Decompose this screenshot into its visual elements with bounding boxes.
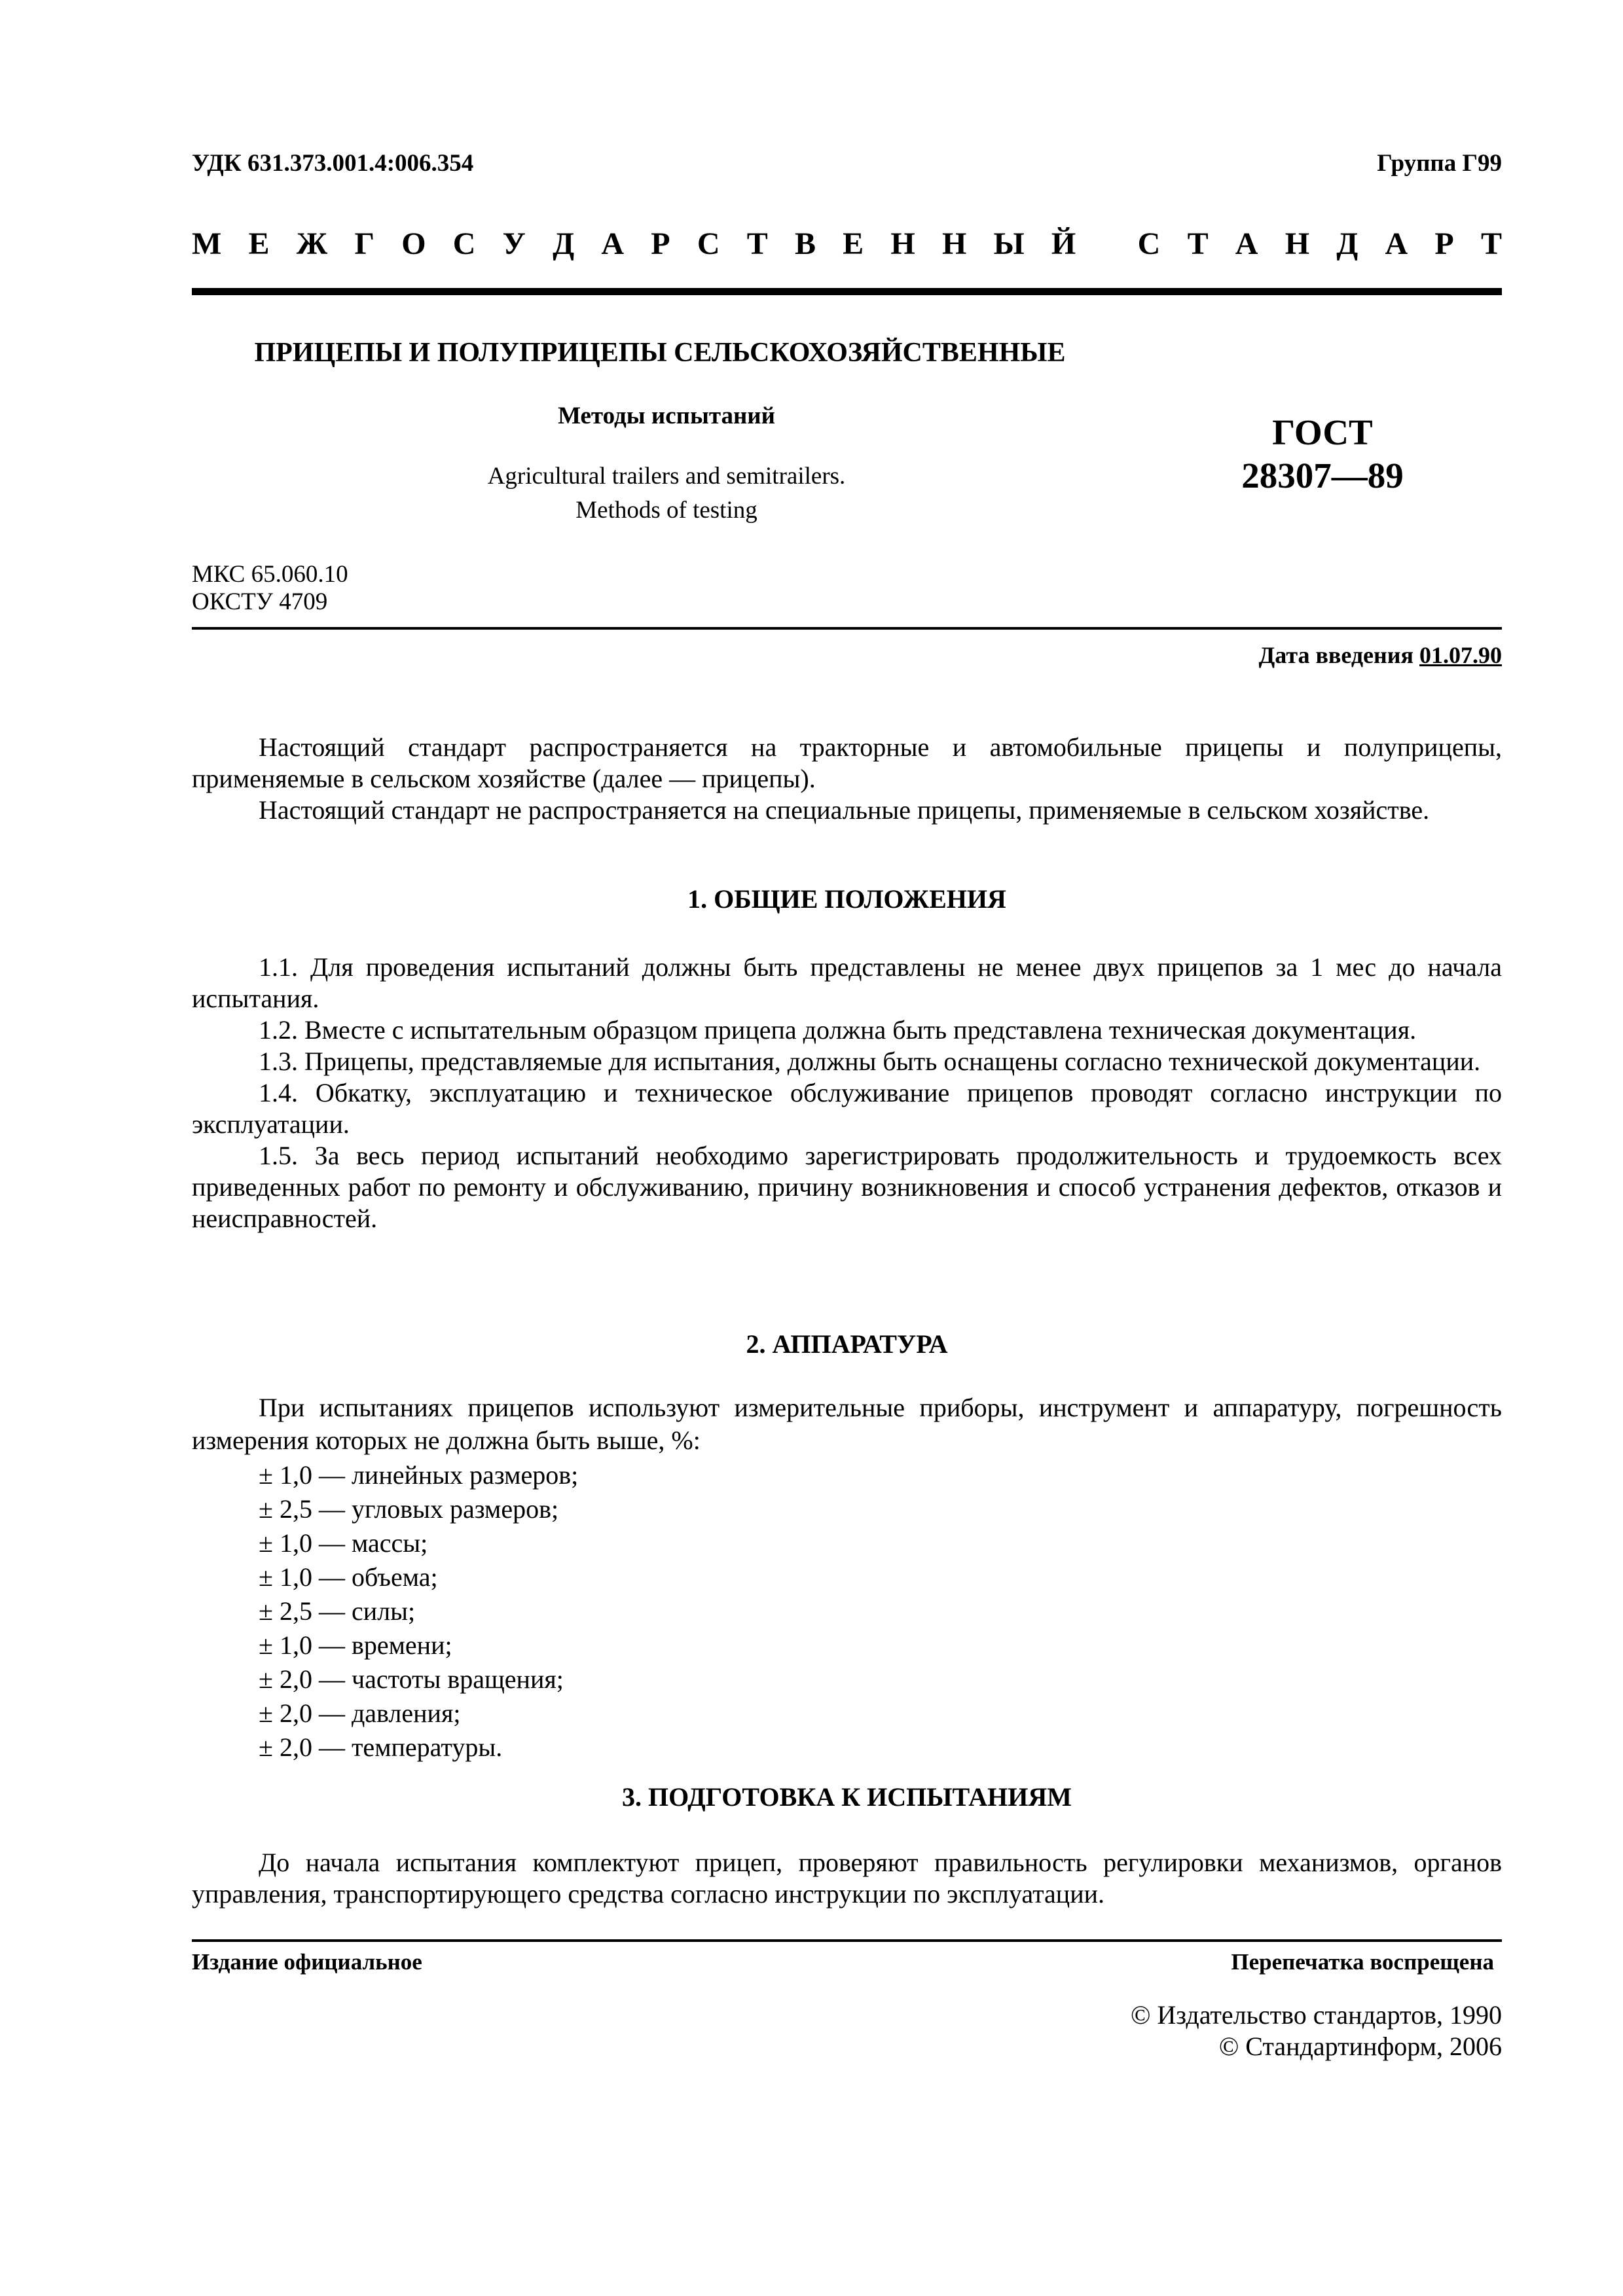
- tolerance-item: ± 1,0 — времени;: [259, 1630, 452, 1660]
- classification-rule: [192, 627, 1502, 630]
- banner-letter: Д: [553, 226, 575, 261]
- banner-letter: Ж: [296, 226, 328, 261]
- section-3-text: До начала испытания комплектуют прицеп, проверяют правильность регулировки механизмов, органов управления, транспортирующего средства согласно инструкции по эксплуатации.: [192, 1848, 1502, 1909]
- document-subtitle: Методы испытаний: [558, 403, 775, 429]
- group-code: Группа Г99: [1377, 150, 1502, 177]
- banner-letter: С: [1137, 226, 1161, 261]
- banner-letter: А: [1235, 226, 1258, 261]
- header-thick-rule: [192, 288, 1502, 295]
- tolerance-item: ± 2,0 — частоты вращения;: [259, 1664, 564, 1694]
- section-3-heading: 3. ПОДГОТОВКА К ИСПЫТАНИЯМ: [622, 1782, 1072, 1812]
- intro-block: [192, 732, 1502, 826]
- banner-letter: Й: [1051, 226, 1076, 261]
- tolerance-item: ± 2,0 — температуры.: [259, 1732, 503, 1762]
- banner-letter: Н: [1285, 226, 1310, 261]
- gost-label: ГОСТ: [1272, 412, 1373, 452]
- introduction-date-label: Дата введения: [1258, 642, 1413, 668]
- banner-letter: Е: [843, 226, 864, 261]
- section-1-body: [192, 952, 1502, 1234]
- banner-letter: О: [401, 226, 426, 261]
- official-edition: Издание официальное: [192, 1949, 422, 1975]
- section-2-body: [192, 1391, 1502, 1457]
- english-title-line-1: Agricultural trailers and semitrailers.: [487, 463, 846, 490]
- tolerance-item: ± 1,0 — линейных размеров;: [259, 1460, 579, 1490]
- clause-1-2: 1.2. Вместе с испытательным образцом прицепа должна быть представлена техническая документация.: [259, 1015, 1417, 1045]
- section-3-body: [192, 1847, 1502, 1910]
- section-2-intro: При испытаниях прицепов используют измерительные приборы, инструмент и аппаратуру, погрешность измерения которых не должна быть выше, %:: [192, 1393, 1502, 1455]
- banner-letter: С: [452, 226, 476, 261]
- tolerance-list: [259, 1458, 1044, 1765]
- clause-1-5: 1.5. За весь период испытаний необходимо зарегистрировать продолжительность и трудоемкость всех приведенных работ по ремонту и обслуживанию, причину возникновения и способ устранения дефектов, отказов и неисправностей.: [192, 1141, 1502, 1233]
- intro-paragraph: Настоящий стандарт распространяется на тракторные и автомобильные прицепы и полуприцепы, применяемые в сельском хозяйстве (далее — прицепы).: [192, 732, 1502, 793]
- tolerance-item: ± 1,0 — объема;: [259, 1562, 438, 1592]
- banner-letter: У: [502, 226, 526, 261]
- banner-letter: Т: [1480, 226, 1502, 261]
- copyright-2006: © Стандартинформ, 2006: [1218, 2032, 1502, 2061]
- tolerance-item: ± 2,0 — давления;: [259, 1698, 461, 1728]
- copyright-1990: © Издательство стандартов, 1990: [1130, 2000, 1502, 2030]
- udk-code: УДК 631.373.001.4:006.354: [192, 150, 474, 177]
- clause-1-4: 1.4. Обкатку, эксплуатацию и техническое обслуживание прицепов проводят согласно инструкции по эксплуатации.: [192, 1078, 1502, 1139]
- section-2-heading: 2. АППАРАТУРА: [746, 1329, 948, 1359]
- standard-banner: [192, 226, 1502, 262]
- banner-letter: А: [1385, 226, 1408, 261]
- reprint-prohibited: Перепечатка воспрещена: [1231, 1949, 1494, 1975]
- gost-designation: [1178, 411, 1467, 497]
- banner-letter: Т: [1187, 226, 1209, 261]
- copyright-block: [1131, 2000, 1502, 2062]
- banner-letter: В: [794, 226, 816, 261]
- banner-letter: С: [697, 226, 720, 261]
- banner-letter: Р: [651, 226, 670, 261]
- banner-letter: Н: [941, 226, 967, 261]
- banner-letter: Р: [1434, 226, 1454, 261]
- introduction-date-value: 01.07.90: [1419, 642, 1502, 668]
- banner-letter: Ы: [993, 226, 1025, 261]
- clause-1-1: 1.1. Для проведения испытаний должны быть представлены не менее двух прицепов за 1 мес до начала испытания.: [192, 952, 1502, 1013]
- banner-letter: А: [601, 226, 625, 261]
- mks-code: МКС 65.060.10: [192, 561, 348, 588]
- clause-1-3: 1.3. Прицепы, представляемые для испытания, должны быть оснащены согласно технической документации.: [259, 1047, 1481, 1076]
- banner-letter: Е: [248, 226, 270, 261]
- tolerance-item: ± 2,5 — угловых размеров;: [259, 1494, 559, 1524]
- english-title-line-2: Methods of testing: [575, 497, 757, 524]
- introduction-date: [1259, 641, 1503, 669]
- tolerance-item: ± 1,0 — массы;: [259, 1528, 428, 1558]
- banner-letter: Н: [890, 226, 915, 261]
- footer-rule: [192, 1939, 1502, 1942]
- okstu-code: ОКСТУ 4709: [192, 588, 328, 615]
- banner-letter: М: [192, 226, 222, 261]
- banner-letter: Т: [746, 226, 768, 261]
- banner-gap: [1103, 226, 1110, 262]
- banner-letter: Г: [354, 226, 374, 261]
- tolerance-item: ± 2,5 — силы;: [259, 1596, 416, 1626]
- gost-number: 28307—89: [1241, 456, 1404, 495]
- banner-letter: Д: [1336, 226, 1359, 261]
- intro-paragraph: Настоящий стандарт не распространяется на специальные прицепы, применяемые в сельском хозяйстве.: [259, 795, 1430, 825]
- section-1-heading: 1. ОБЩИЕ ПОЛОЖЕНИЯ: [687, 884, 1006, 914]
- document-title: ПРИЦЕПЫ И ПОЛУПРИЦЕПЫ СЕЛЬСКОХОЗЯЙСТВЕННЫЕ: [254, 338, 1066, 368]
